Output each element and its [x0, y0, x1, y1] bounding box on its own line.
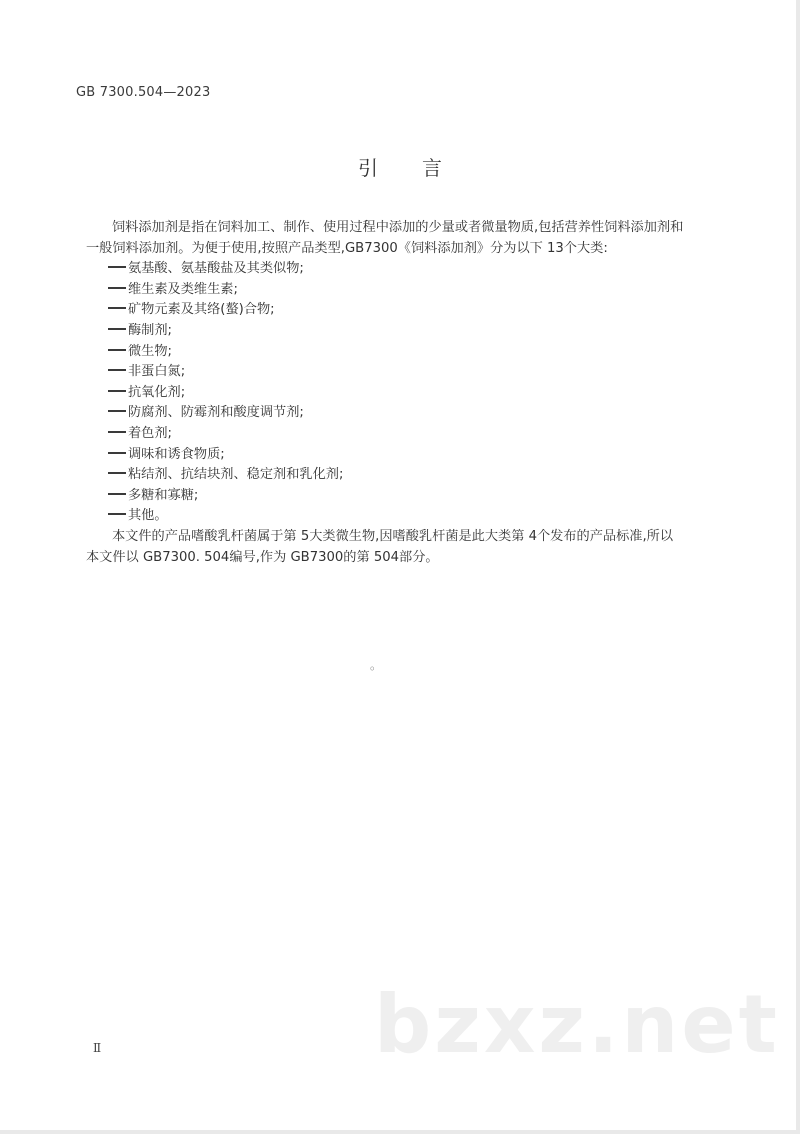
dash-bullet-icon [108, 390, 126, 392]
list-item: 其他。 [108, 506, 686, 527]
list-item: 矿物元素及其络(螯)合物; [108, 300, 686, 321]
dash-bullet-icon [108, 307, 126, 309]
dash-bullet-icon [108, 349, 126, 351]
section-title [0, 152, 800, 181]
dash-bullet-icon [108, 328, 126, 330]
list-item: 多糖和寡糖; [108, 486, 686, 507]
list-item: 非蛋白氮; [108, 362, 686, 383]
list-item: 维生素及类维生素; [108, 280, 686, 301]
document-body [86, 218, 686, 568]
title-char-2: 言 [422, 156, 442, 180]
list-item: 着色剂; [108, 424, 686, 445]
dash-bullet-icon [108, 410, 126, 412]
title-char-1: 引 [358, 156, 378, 180]
intro-paragraph: 饲料添加剂是指在饲料加工、制作、使用过程中添加的少量或者微量物质,包括营养性饲料添加剂和一般饲料添加剂。为便于使用,按照产品类型,GB7300《饲料添加剂》分为以下 13个大类: [86, 220, 684, 256]
stray-mark: 。 [370, 658, 383, 672]
dash-bullet-icon [108, 369, 126, 371]
list-item: 抗氧化剂; [108, 383, 686, 404]
dash-bullet-icon [108, 513, 126, 515]
list-item: 微生物; [108, 342, 686, 363]
category-list [86, 259, 686, 527]
dash-bullet-icon [108, 472, 126, 474]
dash-bullet-icon [108, 493, 126, 495]
list-item: 酶制剂; [108, 321, 686, 342]
page-number: Ⅱ [93, 1041, 102, 1055]
dash-bullet-icon [108, 266, 126, 268]
watermark: bzxz.net [374, 978, 780, 1071]
list-item: 粘结剂、抗结块剂、稳定剂和乳化剂; [108, 465, 686, 486]
standard-code: GB 7300.504—2023 [76, 85, 211, 100]
list-item: 氨基酸、氨基酸盐及其类似物; [108, 259, 686, 280]
dash-bullet-icon [108, 287, 126, 289]
list-item: 防腐剂、防霉剂和酸度调节剂; [108, 403, 686, 424]
closing-paragraph: 本文件的产品嗜酸乳杆菌属于第 5大类微生物,因嗜酸乳杆菌是此大类第 4个发布的产品标准,所以本文件以 GB7300. 504编号,作为 GB7300的第 504部分。 [86, 528, 674, 565]
dash-bullet-icon [108, 452, 126, 454]
list-item: 调味和诱食物质; [108, 445, 686, 466]
dash-bullet-icon [108, 431, 126, 433]
